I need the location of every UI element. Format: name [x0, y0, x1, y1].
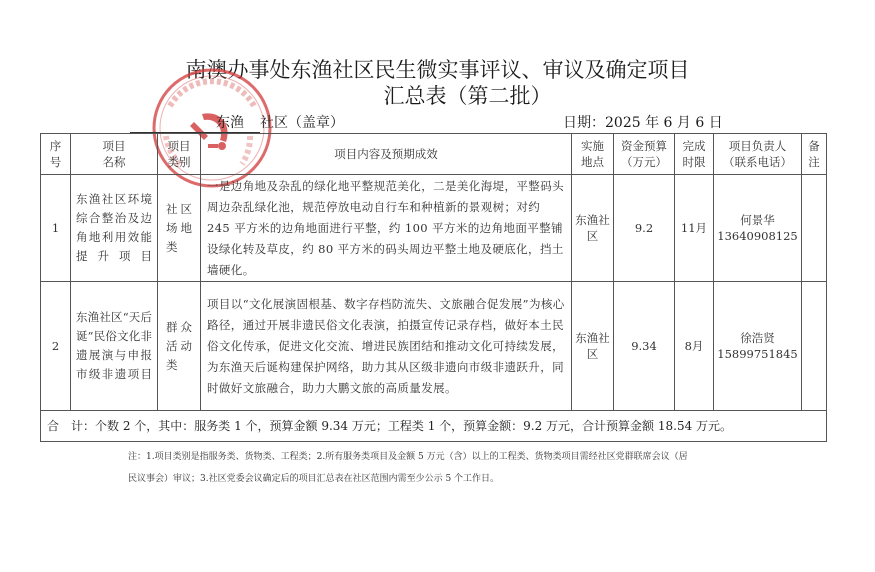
community-suffix: 社区（盖章） — [260, 115, 344, 131]
owner-name: 何景华 — [740, 213, 775, 227]
footnotes — [128, 446, 828, 490]
header-deadline: 完成 时限 — [675, 134, 714, 175]
date-value: 2025 年 6 月 6 日 — [605, 115, 723, 131]
row-remark — [802, 175, 827, 282]
row-owner — [714, 282, 802, 411]
date-label: 日期： — [563, 115, 605, 131]
row-category: 社区场地类 — [158, 175, 201, 282]
row-deadline: 11月 — [675, 175, 714, 282]
footnote-line1: 注：1.项目类别是指服务类、货物类、工程类；2.所有服务类项目及金额 5 万元（含）以上的工程类、货物类项目需经社区党群联席会议（居 — [128, 452, 688, 462]
row-budget: 9.2 — [614, 175, 675, 282]
row-deadline: 8月 — [675, 282, 714, 411]
page-title-line2: 汇总表（第二批） — [383, 84, 552, 108]
owner-name: 徐浩贤 — [740, 331, 775, 345]
table-row — [41, 175, 827, 282]
row-budget: 9.34 — [614, 282, 675, 411]
community-blank-line — [130, 116, 200, 133]
owner-phone: 15899751845 — [717, 347, 798, 361]
row-project-name: 东渔社区“天后诞”民俗文化非遗展演与申报市级非遗项目 — [71, 282, 158, 411]
header-location: 实施 地点 — [572, 134, 614, 175]
footnote-line2: 民议事会）审议；3.社区党委会议确定后的项目汇总表在社区范围内需至少公示 5 个工作日。 — [128, 474, 500, 484]
header-project-name: 项目 名称 — [71, 134, 158, 175]
header-remark: 备 注 — [802, 134, 827, 175]
row-location: 东渔社区 — [572, 282, 614, 411]
table-row — [41, 282, 827, 411]
project-summary-table — [40, 133, 827, 442]
community-line — [130, 112, 344, 133]
total-summary: 合 计：个数 2 个，其中：服务类 1 个，预算金额 9.34 万元；工程类 1 个，预算金额：9.2 万元，合计预算金额 18.54 万元。 — [41, 411, 827, 442]
row-owner — [714, 175, 802, 282]
row-location: 东渔社区 — [572, 175, 614, 282]
table-header-row — [41, 134, 827, 175]
row-seq: 2 — [41, 282, 71, 411]
date-line — [563, 112, 723, 132]
header-category: 项目 类别 — [158, 134, 201, 175]
page-title-line1: 南澳办事处东渔社区民生微实事评议、审议及确定项目 — [185, 58, 690, 82]
row-content: 一是边角地及杂乱的绿化地平整规范美化，二是美化海堤，平整码头周边杂乱绿化池，规范停放电动自行车和种植新的景观树；对约 245 平方米的边角地面进行平整，约 100 平方米的边角地面平整铺设绿化转及草皮，约 80 平方米的码头周边平整土地及硬底化，挡土墙硬化。 — [201, 175, 572, 282]
row-project-name: 东渔社区环境综合整治及边角地利用效能提升项目 — [71, 175, 158, 282]
header-budget: 资金预算 （万元） — [614, 134, 675, 175]
row-content: 项目以“文化展演固根基、数字存档防流失、文旅融合促发展”为核心路径，通过开展非遗民俗文化表演，拍摄宣传记录存档，做好本土民俗文化传承，促进文化交流、增进民族团结和推动文化可持续发展，为东渔天后诞构建保护网络，助力其从区级非遗向市级非遗跃升，同时做好文旅融合，助力大鹏文旅的高质量发展。 — [201, 282, 572, 411]
header-seq: 序 号 — [41, 134, 71, 175]
owner-phone: 13640908125 — [717, 229, 798, 243]
table-total-row — [41, 411, 827, 442]
community-name: 东渔 — [200, 112, 260, 133]
header-owner: 项目负责人 （联系电话） — [714, 134, 802, 175]
row-remark — [802, 282, 827, 411]
row-seq: 1 — [41, 175, 71, 282]
row-category: 群众活动类 — [158, 282, 201, 411]
header-content: 项目内容及预期成效 — [201, 134, 572, 175]
